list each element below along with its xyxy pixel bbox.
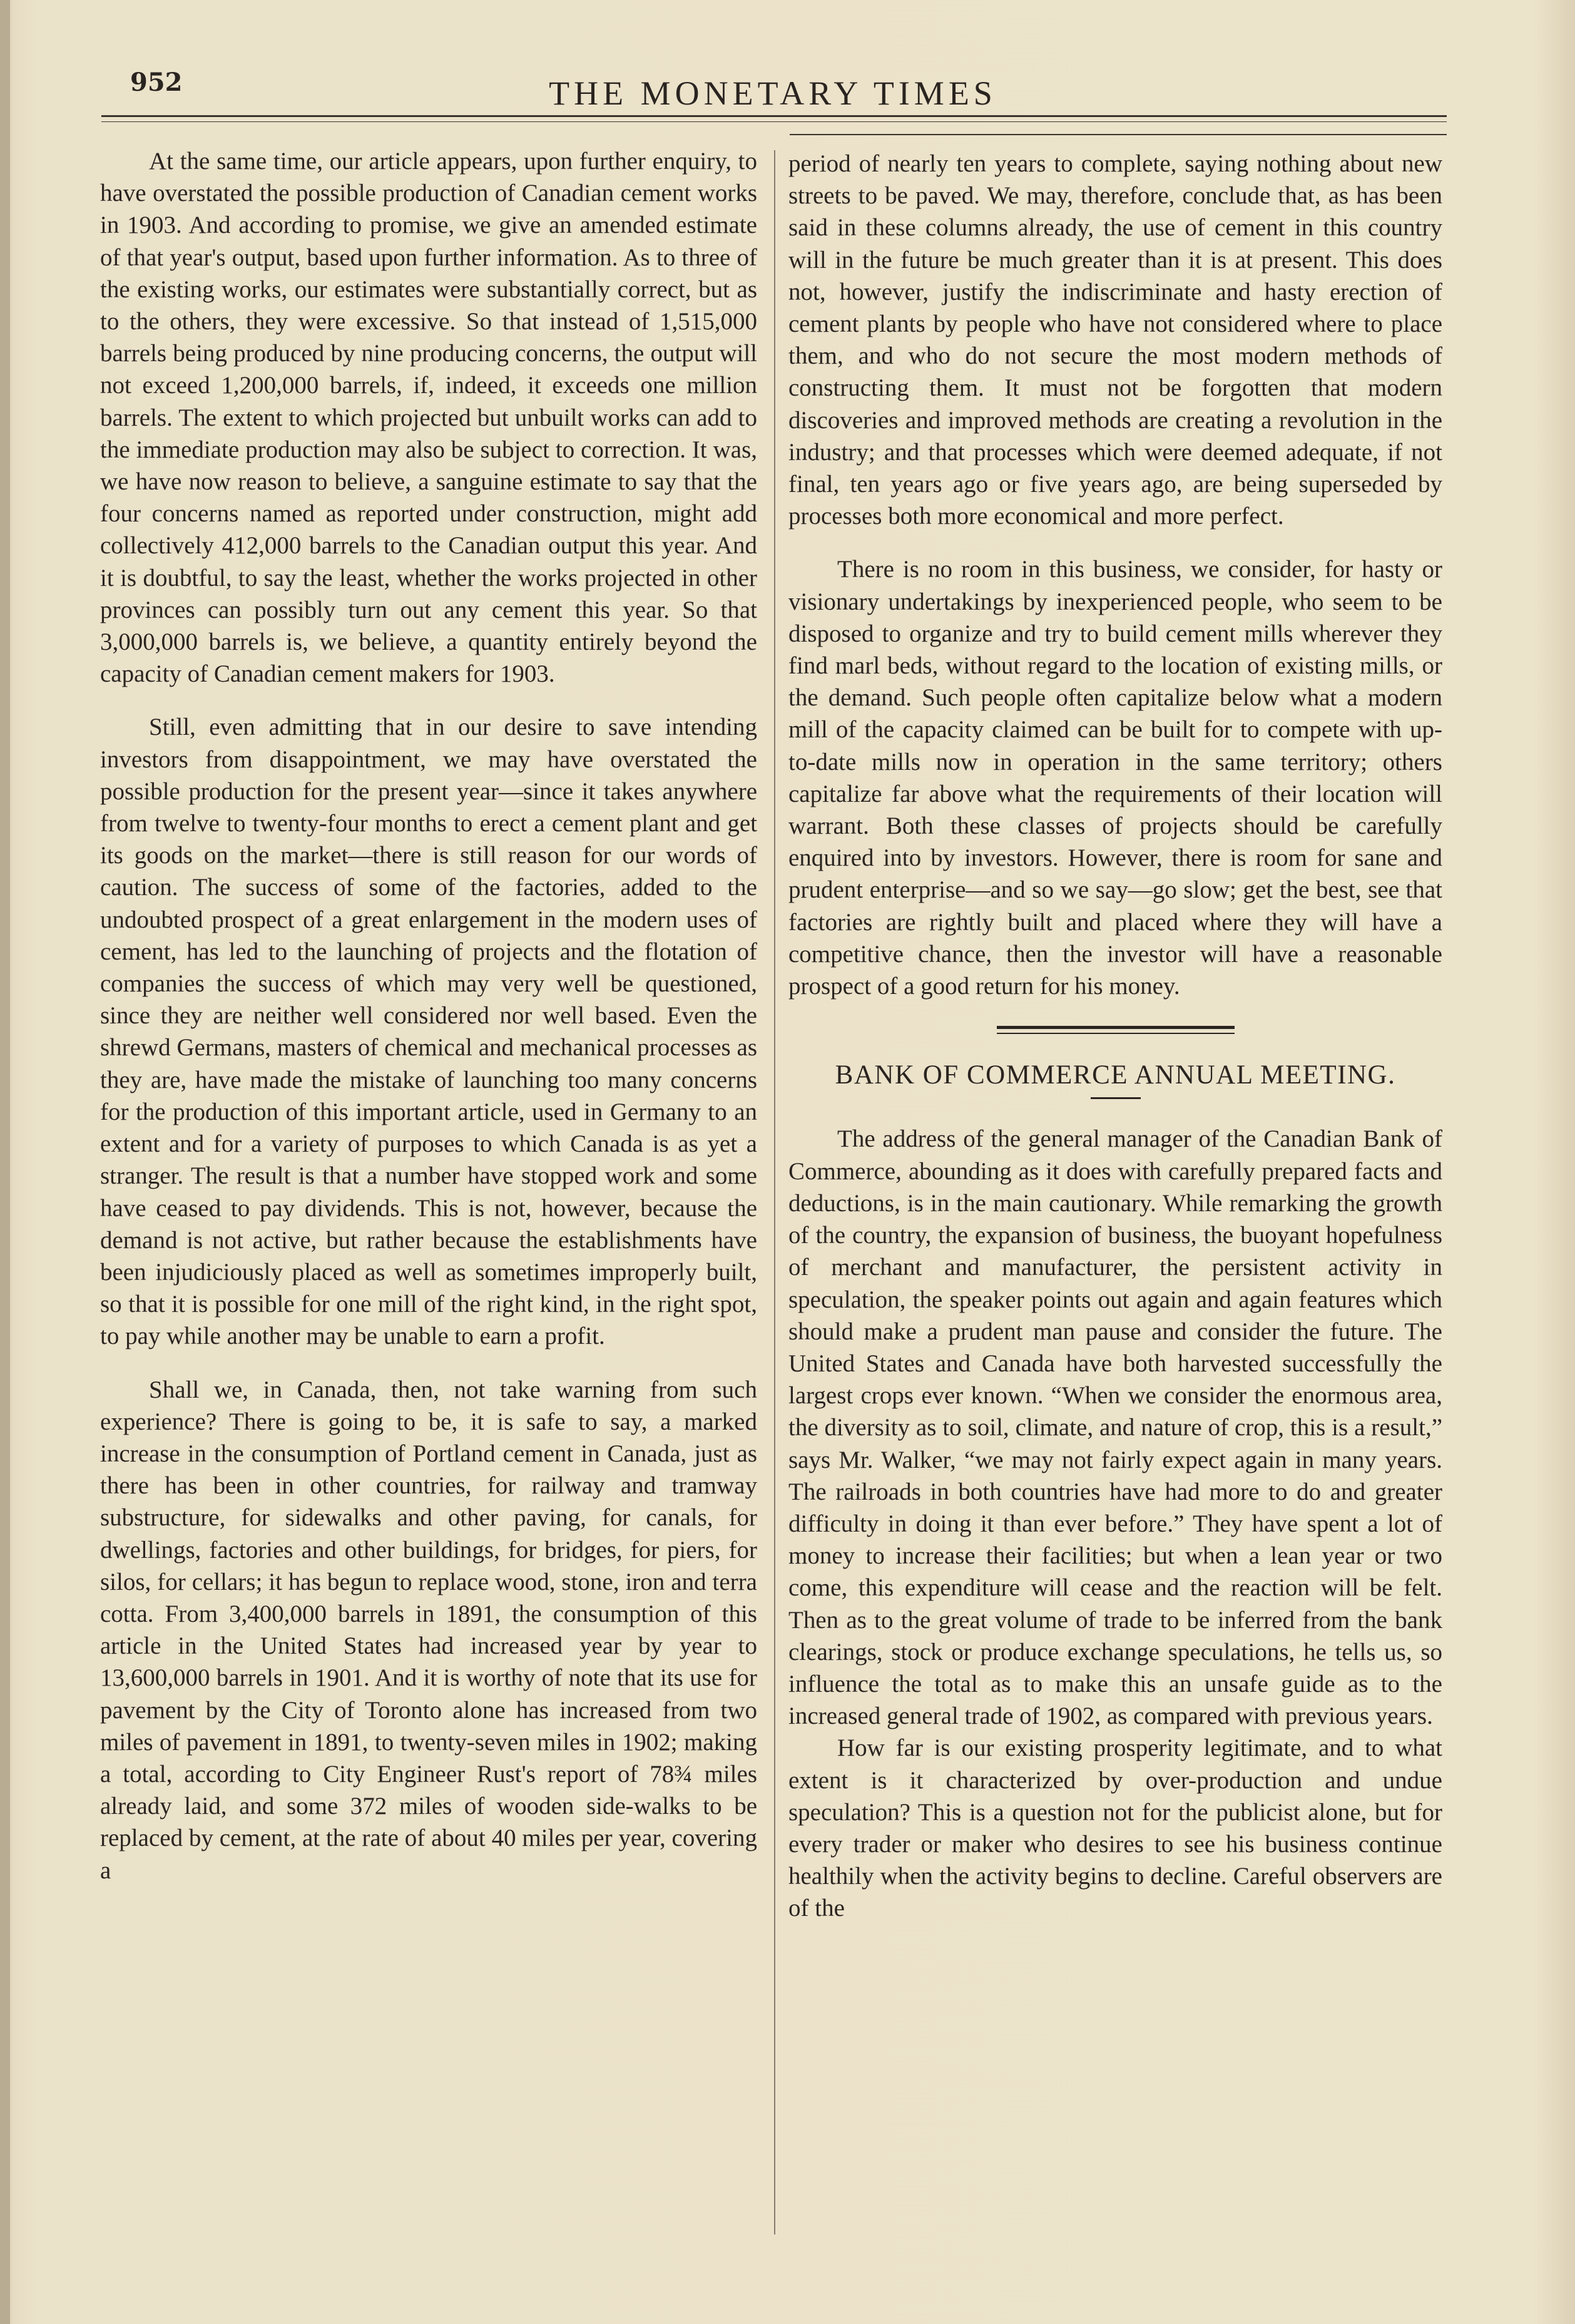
header-rule-thin	[101, 121, 1447, 122]
section-separator	[997, 1026, 1235, 1034]
article-paragraph: Shall we, in Canada, then, not take warning from such experience? There is going to be, it is safe to say, a marked increase in the consumption of Portland cement in Canada, just as there has been in other countries, for railway and tramway substructure, for sidewalks and other paving, for canals, for dwellings, factories and other buildings, for bridges, for piers, for silos, for cellars; it has begun to replace wood, stone, iron and terra cotta. From 3,400,000 barrels in 1891, the consumption of this article in the United States had increased year by year to 13,600,000 barrels in 1901. And it is worthy of note that its use for pavement by the City of Toronto alone has increased from two miles of pavement in 1891, to twenty-seven miles in 1902; making a total, according to City Engineer Rust's report of 78¾ miles already laid, and some 372 miles of wooden side-walks to be replaced by cement, at the rate of about 40 miles per year, covering a	[100, 1376, 757, 1884]
article-paragraph: How far is our existing prosperity legitimate, and to what extent is it characterized by over-production and undue speculation? This is a question not for the publicist alone, but for every trader or maker who desires to see his business continue healthily when the activity begins to decline. Careful observers are of the	[788, 1734, 1442, 1922]
left-column	[100, 145, 757, 1886]
journal-title: THE MONETARY TIMES	[549, 74, 997, 112]
page-header	[100, 61, 1445, 130]
article-paragraph-continued: period of nearly ten years to complete, saying nothing about new streets to be paved. We may, therefore, conclude that, as has been said in these columns already, the use of cement in this country will in the future be much greater than it is at present. This does not, however, justify the indiscriminate and hasty erection of cement plants by people who have not considered where to place them, and who do not secure the most modern methods of constructing them. It must not be forgotten that modern discoveries and improved methods are creating a revolution in the industry; and that processes which were deemed adequate, if not final, ten years ago or five years ago, are being superseded by processes both more economical and more perfect.	[788, 150, 1442, 530]
section-heading: BANK OF COMMERCE ANNUAL MEETING.	[835, 1060, 1396, 1090]
right-column	[788, 148, 1442, 1925]
heading-dash	[1091, 1097, 1141, 1099]
article-paragraph: Still, even admitting that in our desire to save intending investors from disappointment, we may have overstated the possible production for the present year—since it takes anywhere from twelve to twenty-four months to erect a cement plant and get its goods on the market—there is still reason for our words of caution. The success of some of the factories, added to the undoubted prospect of a great enlargement in the modern uses of cement, has led to the launching of projects and the flotation of companies the success of which may very well be questioned, since they are neither well considered nor well based. Even the shrewd Germans, masters of chemical and mechanical processes as they are, have made the mistake of launching too many concerns for the production of this important article, used in Germany to an extent and for a variety of purposes to which Canada is as yet a stranger. The result is that a number have stopped work and some have ceased to pay dividends. This is not, however, because the demand is not active, but rather because the establishments have been injudiciously placed as well as sometimes improperly built, so that it is possible for one mill of the right kind, in the right spot, to pay while another may be unable to earn a profit.	[100, 714, 757, 1350]
header-rule-right	[790, 134, 1447, 135]
binding-edge	[0, 0, 10, 2324]
column-divider	[774, 150, 775, 2234]
article-paragraph: At the same time, our article appears, upon further enquiry, to have overstated the possible production of Canadian cement works in 1903. And according to promise, we give an amended estimate of that year's output, based upon further information. As to three of the existing works, our estimates were substantially correct, but as to the others, they were excessive. So that instead of 1,515,000 barrels being produced by nine producing concerns, the output will not exceed 1,200,000 barrels, if, indeed, it exceeds one million barrels. The extent to which projected but unbuilt works can add to the immediate production may also be subject to correction. It was, we have now reason to believe, a sanguine estimate to say that the four concerns named as reported under construction, might add collectively 412,000 barrels to the Canadian output this year. And it is doubtful, to say the least, whether the works projected in other provinces can possibly turn out any cement this year. So that 3,000,000 barrels is, we believe, a quantity entirely beyond the capacity of Canadian cement makers for 1903.	[100, 148, 757, 688]
page-number: 952	[130, 68, 183, 97]
header-rule-thick	[101, 115, 1447, 117]
article-paragraph: The address of the general manager of the Canadian Bank of Commerce, abounding as it does with carefully prepared facts and deductions, is in the main cautionary. While remarking the growth of the country, the expansion of business, the buoyant hopefulness of merchant and manufacturer, the persistent activity in speculation, the speaker points out again and again features which should make a prudent man pause and consider the future. The United States and Canada have both harvested successfully the largest crops ever known. “When we consider the enormous area, the diversity as to soil, climate, and nature of crop, this is a result,” says Mr. Walker, “we may not fairly expect again in many years. The railroads in both countries have had more to do and greater difficulty in doing it than ever before.” They have spent a lot of money to increase their facilities; but when a lean year or two come, this expenditure will cease and the reaction will be felt. Then as to the great volume of trade to be inferred from the bank clearings, stock or produce exchange speculations, he tells us, so influence the total as to make this an unsafe guide as to the increased general trade of 1902, as compared with previous years.	[788, 1125, 1442, 1730]
article-paragraph: There is no room in this business, we consider, for hasty or visionary undertakings by inexperienced people, who seem to be disposed to organize and try to build cement mills wherever they find marl beds, without regard to the location of existing mills, or the demand. Such people often capitalize below what a modern mill of the capacity claimed can be built for to compete with up-to-date mills now in operation in the same territory; others capitalize far above what the requirements of their location will warrant. Both these classes of projects should be carefully enquired into by investors. However, there is room for sane and prudent enterprise—and so we say—go slow; get the best, see that factories are rightly built and placed where they will have a competitive chance, then the investor will have a reasonable prospect of a good return for his money.	[788, 556, 1442, 1000]
